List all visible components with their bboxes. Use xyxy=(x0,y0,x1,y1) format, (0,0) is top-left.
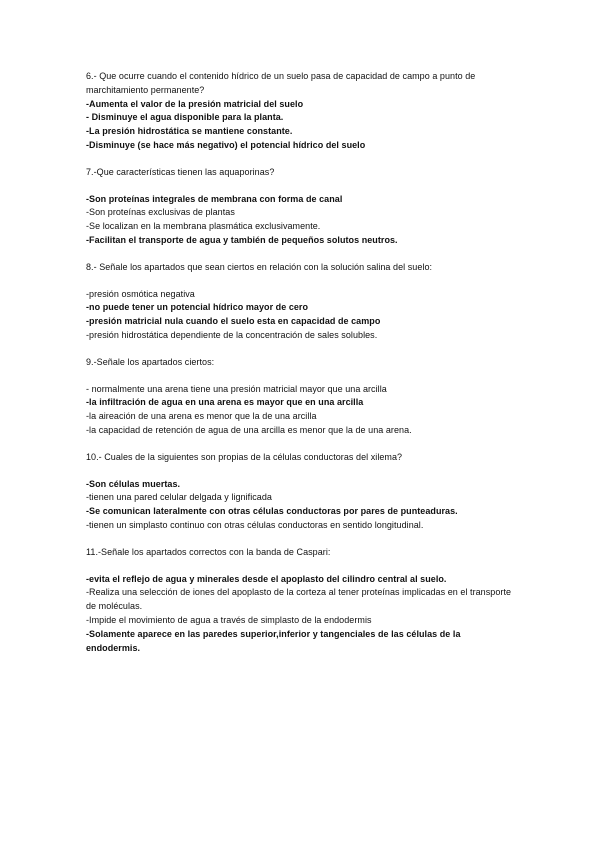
answer-option: -presión osmótica negativa xyxy=(86,288,195,299)
question-text: 7.-Que características tienen las aquaporinas? xyxy=(86,166,275,177)
question-text: 6.- Que ocurre cuando el contenido hídrico de un suelo pasa de capacidad de campo a punto de marchitamiento permanente? xyxy=(86,71,476,95)
question-block xyxy=(86,166,516,248)
question-text: 10.- Cuales de la siguientes son propias de la células conductoras del xilema? xyxy=(86,451,403,462)
answer-option: -tienen un simplasto continuo con otras células conductoras en sentido longitudinal. xyxy=(86,519,424,530)
spacer xyxy=(86,465,516,478)
answer-option: -Impide el movimiento de agua a través de simplasto de la endodermis xyxy=(86,614,372,625)
answer-option-marked: -presión matricial nula cuando el suelo esta en capacidad de campo xyxy=(86,316,381,327)
spacer xyxy=(86,180,516,193)
answer-option-marked: -La presión hidrostática se mantiene constante. xyxy=(86,126,293,137)
answer-option-marked: - Disminuye el agua disponible para la planta. xyxy=(86,112,284,123)
document-page xyxy=(86,70,516,668)
question-text: 9.-Señale los apartados ciertos: xyxy=(86,356,215,367)
question-block xyxy=(86,546,516,656)
answer-option-marked: -Son células muertas. xyxy=(86,478,181,489)
answer-option-marked: -evita el reflejo de agua y minerales desde el apoplasto del cilindro central al suelo. xyxy=(86,573,447,584)
answer-option-marked: -no puede tener un potencial hídrico mayor de cero xyxy=(86,302,309,313)
spacer xyxy=(86,275,516,288)
question-block xyxy=(86,261,516,343)
question-block xyxy=(86,451,516,533)
answer-option-marked: -la infiltración de agua en una arena es mayor que en una arcilla xyxy=(86,397,364,408)
question-text: 11.-Señale los apartados correctos con la banda de Caspari: xyxy=(86,546,331,557)
answer-option-marked: -Son proteínas integrales de membrana con forma de canal xyxy=(86,193,343,204)
answer-option-marked: -Disminuye (se hace más negativo) el potencial hídrico del suelo xyxy=(86,139,366,150)
questions-list xyxy=(86,70,516,655)
spacer xyxy=(86,560,516,573)
answer-option: - normalmente una arena tiene una presión matricial mayor que una arcilla xyxy=(86,383,387,394)
spacer xyxy=(86,370,516,383)
answer-option-marked: -Facilitan el transporte de agua y también de pequeños solutos neutros. xyxy=(86,234,398,245)
answer-option: -Son proteínas exclusivas de plantas xyxy=(86,207,235,218)
answer-option: -Se localizan en la membrana plasmática exclusivamente. xyxy=(86,221,321,232)
answer-option: -la capacidad de retención de agua de una arcilla es menor que la de una arena. xyxy=(86,424,412,435)
answer-option: -la aireación de una arena es menor que la de una arcilla xyxy=(86,411,317,422)
answer-option-marked: -Aumenta el valor de la presión matricial del suelo xyxy=(86,98,304,109)
question-block xyxy=(86,356,516,438)
question-text: 8.- Señale los apartados que sean ciertos en relación con la solución salina del suelo: xyxy=(86,261,433,272)
answer-option-marked: -Se comunican lateralmente con otras células conductoras por pares de punteaduras. xyxy=(86,506,458,517)
answer-option: -presión hidrostática dependiente de la concentración de sales solubles. xyxy=(86,329,378,340)
question-block xyxy=(86,70,516,153)
answer-option: -Realiza una selección de iones del apoplasto de la corteza al tener proteínas implicadas en el transporte de moléculas. xyxy=(86,587,512,612)
answer-option: -tienen una pared celular delgada y lignificada xyxy=(86,492,272,503)
answer-option-marked: -Solamente aparece en las paredes superior,inferior y tangenciales de las células de la endodermis. xyxy=(86,628,461,653)
